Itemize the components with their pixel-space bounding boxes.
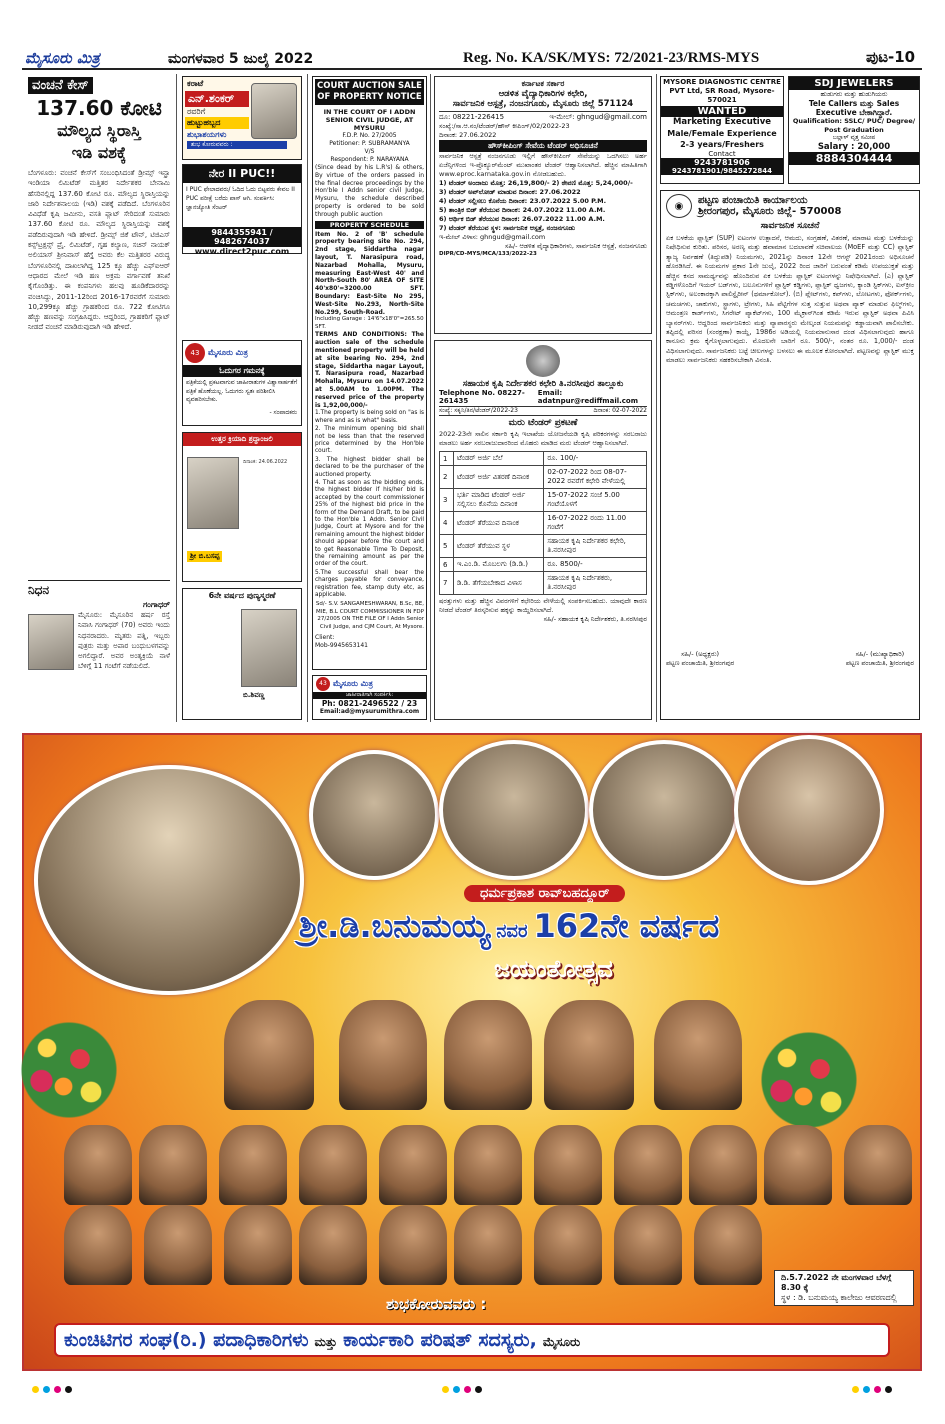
table-cell: 16-07-2022 ರಂದು 11.00 ಗಂಟೆಗೆ — [544, 512, 647, 535]
ad-karate-name: ಎನ್.ಶಂಕರ್ — [185, 91, 249, 107]
ad-puc-head: ನೇರ II PUC!! — [183, 165, 301, 183]
tender1-org: ಕರ್ನಾಟಕ ಸರ್ಕಾರ — [521, 79, 565, 88]
tender1-email2: ಇ-ಮೇಲ್ ವಿಳಾಸ: ghngud@gmail.com — [439, 233, 546, 241]
auction-point: 4. That as soon as the bidding ends, the highest bidder if his/her bid is accepted by the court commissioner 25% of the highest bid price in the form of the Demand Draft, to be paid to the Hon'ble 1 Addn. Senior Civil Judge, Court at Mysore and for the remaining amount the highest bidder should appear before the court and to get Reasonable Time To Deposit, the remaining amount as per the order of the court. — [315, 479, 424, 568]
person-photo — [444, 1000, 532, 1110]
table-row — [440, 572, 647, 595]
banner-title — [299, 907, 719, 946]
notice-sign: - ಸಂಪಾದಕರು — [269, 409, 297, 416]
obituary — [28, 580, 170, 718]
auction-respondent: Respondent: P. NARAYANA — [330, 156, 409, 163]
person-photo — [844, 1125, 912, 1205]
diag-role2: Male/Female Experience — [667, 129, 777, 138]
tender1-phone: ದೂ: 08221-226415 — [439, 113, 505, 121]
mitra-phone: Ph: 0821-2496522 / 23 — [321, 699, 418, 708]
table-cell: ಸಹಾಯಕ ಕೃಷಿ ನಿರ್ದೇಶಕರು, ತಿ.ನರಸೀಪುರ — [544, 572, 647, 595]
table-cell: ಇ.ಎಂ.ಡಿ. ಮೊಬಲಗು (ಡಿ.ಡಿ.) — [454, 558, 544, 572]
person-photo — [139, 1125, 207, 1205]
person-photo — [224, 1000, 314, 1110]
news-article — [28, 74, 170, 586]
tender1-addr: ಸಾರ್ವಜನಿಕ ಆಸ್ಪತ್ರೆ, ನಂಜನಗೂಡು, ಮೈಸೂರು ಜಿಲ್ಲೆ 571124 — [452, 99, 634, 109]
jayanti-banner — [22, 733, 922, 1371]
flower-bouquet-icon — [14, 1015, 124, 1125]
tender1-email: ಇ-ಮೇಲ್: ghngud@gmail.com — [549, 113, 647, 121]
ad-puc-web: www.direct2puc.com — [194, 247, 290, 256]
diag-role1: Marketing Executive — [672, 117, 772, 127]
event-date: ದಿ.5.7.2022 ನೇ ಮಂಗಳವಾರ ಬೆಳಗ್ಗೆ 8.30 ಕ್ಕೆ — [781, 1273, 892, 1292]
court-auction-notice — [312, 76, 427, 670]
table-cell: ರೂ. 100/- — [544, 452, 647, 466]
person-photo — [339, 1000, 427, 1110]
reader-notice — [182, 340, 302, 426]
person-photo — [544, 1000, 634, 1110]
auction-body: (Since dead by his L.R's) & others, By virtue of the orders passed in the final decree proceedings by the Hon'ble I Addn senior civil Judge, Mysuru, the schedule described property is ordered to be sold through public auction — [315, 164, 424, 218]
auction-court: IN THE COURT OF I ADDN SENIOR CIVIL JUDGE, AT MYSURU — [323, 108, 416, 132]
diag-contact: Contact — [708, 150, 736, 158]
table-cell: ಸಹಾಯಕ ಕೃಷಿ ನಿರ್ದೇಶಕರ ಕಛೇರಿ, ತಿ.ನರಸೀಪುರ — [544, 535, 647, 558]
auction-points — [315, 410, 424, 599]
tender2-head: ಮರು ಟೆಂಡರ್ ಪ್ರಕಟಣೆ — [508, 418, 578, 428]
tender2-email: Email: adatnpur@rediffmail.com — [537, 389, 639, 405]
person-photo — [694, 1205, 762, 1285]
tender2-foot: ಷರತ್ತುಗಳು ಮತ್ತು ಹೆಚ್ಚಿನ ವಿವರಗಳಿಗೆ ಕಛೇರಿಯ ವೇಳೆಯಲ್ಲಿ ಸಂಪರ್ಕಿಸಬಹುದು. ಯಾವುದೇ ಕಾರಣ ನೀಡದೆ ಟೆಂಡರ್ ತಿರಸ್ಕರಿಸುವ ಹಕ್ಕನ್ನು ಕಾಯ್ದಿರಿಸಲಾಗಿದೆ. — [439, 597, 647, 614]
schedule-garage: Including Garage : 14'6"x18'0"=265.50 SFT. — [315, 316, 424, 330]
table-cell: 2 — [440, 466, 454, 489]
ad-karate-wish: ಶುಭಾಶಯಗಳು — [187, 130, 227, 139]
panchayat-sign2: ಸಹಿ/- (ಮುಖ್ಯಾಧಿಕಾರಿ) — [855, 650, 905, 658]
tender1-item: 6) ಆರ್ಥಿಕ ಬಿಡ್ ತೆರೆಯುವ ದಿನಾಂಕ: 26.07.2022 11.00 A.M. — [439, 215, 605, 223]
tender1-head: ಹೌಸ್‌ಕೀಪಿಂಗ್ ಸೇವೆಯ ಟೆಂಡರ್ ಅಧಿಸೂಚನೆ — [439, 140, 647, 152]
table-cell: 7 — [440, 572, 454, 595]
obituary-body: ಮೈಸೂರು: ಮೈಸೂರಿನ ಹರ್ಷ ರಸ್ತೆ ನಿವಾಸಿ ಗಂಗಾಧರ್ (70) ಅವರು ಇಂದು ನಿಧನರಾದರು. ಮೃತರು ಪತ್ನಿ, ಇಬ್ಬರು ಪುತ್ರರು ಮತ್ತು ಅಪಾರ ಬಂಧುಬಳಗವನ್ನು ಅಗಲಿದ್ದಾರೆ. ಅವರ ಅಂತ್ಯಕ್ರಿಯೆ ನಾಳೆ ಬೆಳಿಗ್ಗೆ 11 ಗಂಟೆಗೆ ನಡೆಯಲಿದೆ. — [78, 611, 170, 671]
ad-tribute — [182, 432, 302, 582]
header-date: ಮಂಗಳವಾರ 5 ಜುಲೈ 2022 — [168, 51, 314, 67]
table-row — [440, 512, 647, 535]
registration-marks — [850, 1378, 894, 1397]
tender2-body: 2022-23ನೇ ಸಾಲಿನ ಸರ್ಕಾರಿ ಕೃಷಿ ಇಲಾಖೆಯ ಯೋಜನೆಯಡಿ ಕೃಷಿ ಪರಿಕರಗಳನ್ನು ಸರಬರಾಜು ಮಾಡಲು ಅರ್ಹ ಸರಬರಾಜುದಾರರಿಂದ ಮೊಹರು ಮಾಡಿದ ಮರು ಟೆಂಡರ್ ಆಹ್ವಾನಿಸಲಾಗಿದೆ. — [439, 430, 647, 447]
tender1-office: ಆಡಳಿತ ವೈದ್ಯಾಧಿಕಾರಿಗಳ ಕಛೇರಿ, — [498, 89, 588, 99]
ad-direct-puc — [182, 164, 302, 254]
obituary-photo — [28, 614, 74, 670]
banner-jayanti: ಜಯಂತೋತ್ಸವ — [494, 955, 613, 983]
banner-sub: ಧರ್ಮಪ್ರಕಾಶ ರಾವ್‌ಬಹದ್ದೂರ್ — [464, 885, 625, 902]
person-photo — [454, 1205, 522, 1285]
sdj-role: Tele Callers ಮತ್ತು Sales Executive ಬೇಕಾಗಿದ್ದಾರೆ. — [808, 99, 900, 117]
mitra-logo: ಮೈಸೂರು ಮಿತ್ರ — [333, 679, 373, 688]
diag-phone1: 9243781906 — [661, 158, 783, 167]
page-number: ಪುಟ-10 — [866, 48, 916, 66]
article-headline-3: ಇಡಿ ವಶಕ್ಕೆ — [71, 143, 127, 162]
table-cell: 3 — [440, 489, 454, 512]
sdj-salary: Salary : 20,000 — [817, 142, 891, 152]
tender2-date: ದಿನಾಂಕ: 02-07-2022 — [593, 407, 647, 414]
table-cell: ಭರ್ತಿ ಮಾಡಿದ ಟೆಂಡರ್ ಅರ್ಜಿ ಸಲ್ಲಿಸಲು ಕೊನೆಯ ದಿನಾಂಕ — [454, 489, 544, 512]
tender1-item: 7) ಟೆಂಡರ್ ತೆರೆಯುವ ಸ್ಥಳ: ಸಾರ್ವಜನಿಕ ಆಸ್ಪತ್ರೆ, ನಂಜನಗೂಡು — [439, 224, 576, 232]
ad-karate-head: ಕರಾಟೆ — [187, 79, 204, 88]
auction-client: Client: — [315, 634, 335, 642]
table-cell: 4 — [440, 512, 454, 535]
public-notice-plastic-ban — [660, 190, 920, 720]
person-photo — [764, 1125, 832, 1205]
tribute-name: ಶ್ರೀ ಬಿ.ಬಸಪ್ಪ — [187, 551, 222, 562]
tender1-item: 3) ಟೆಂಡರ್ ಅಪ್‌ಲೋಡ್ ಮಾಡುವ ದಿನಾಂಕ: 27.06.2022 — [439, 188, 581, 196]
column-divider — [307, 74, 308, 722]
sdj-name: SDJ JEWELERS — [789, 77, 919, 90]
ad-karate-photo — [251, 83, 297, 139]
punyasmarane-head: 6ನೇ ವರ್ಷದ ಪುಣ್ಯಸ್ಮರಣೆ — [208, 591, 276, 600]
person-photo — [454, 1125, 522, 1205]
tribute-photo — [187, 457, 239, 529]
founder-portrait — [34, 765, 304, 995]
column-divider — [656, 74, 657, 722]
org-b: ಮತ್ತು — [314, 1335, 338, 1349]
schedule-head: PROPERTY SCHEDULE — [315, 221, 424, 229]
portrait-5 — [734, 735, 884, 885]
flower-bouquet-icon — [754, 1025, 864, 1135]
table-cell: 6 — [440, 558, 454, 572]
registration-marks — [30, 1378, 74, 1397]
punyasmarane-photo — [241, 609, 297, 687]
govt-emblem-icon — [526, 345, 560, 377]
obituary-head: ನಿಧನ — [28, 583, 50, 597]
table-cell: ಡಿ.ಡಿ. ತೆಗೆಯಬೇಕಾದ ವಿಳಾಸ — [454, 572, 544, 595]
ad-diagnostic-wanted — [660, 76, 784, 184]
panchayat-sign1b: ಪಟ್ಟಣ ಪಂಚಾಯಿತಿ, ಶ್ರೀರಂಗಪುರ — [666, 659, 735, 667]
sdj-phone: 8884304444 — [789, 152, 919, 165]
tender2-phone: Telephone No. 08227-261435 — [439, 389, 525, 405]
sdj-sub: ಹುಡುಗರು ಮತ್ತು ಹುಡುಗಿಯರು — [820, 90, 888, 98]
tender1-item: 4) ಟೆಂಡರ್ ಸಲ್ಲಿಸಲು ಕೊನೆಯ ದಿನಾಂಕ: 23.07.2022 5.00 P.M. — [439, 197, 607, 205]
person-photo — [64, 1205, 132, 1285]
table-row — [440, 558, 647, 572]
banner-title-b: ನವರ — [496, 921, 528, 942]
logo-43-icon: 43 — [316, 677, 330, 691]
person-photo — [299, 1125, 367, 1205]
diag-role3: 2-3 years/Freshers — [680, 140, 764, 149]
tribute-date: ದಿನಾಂಕ: 24.06.2022 — [243, 459, 288, 465]
tender1-ref: ಸಂಖ್ಯೆ:/ಸಾ.ಆ.ನಂ/ಟೆಂಡರ್/ಹೌಸ್‌ ಕೀಪಿಂಗ್/02/2022-23 — [439, 122, 570, 130]
person-photo — [379, 1125, 447, 1205]
tender2-office: ಸಹಾಯಕ ಕೃಷಿ ನಿರ್ದೇಶಕರ ಕಛೇರಿ ತಿ.ನರಸೀಪುರ ತಾಲ್ಲೂಕು — [462, 379, 624, 389]
person-photo — [144, 1205, 212, 1285]
banner-wish: ಶುಭಕೋರುವವರು : — [386, 1295, 487, 1313]
tender1-dipr: DIPR/CD-MYS/MCA/133/2022-23 — [439, 251, 537, 257]
panchayat-sign1: ಸಹಿ/- (ಅಧ್ಯಕ್ಷರು) — [681, 650, 720, 658]
header-reg: Reg. No. KA/SK/MYS: 72/2021-23/RMS-MYS — [463, 50, 760, 66]
table-row — [440, 489, 647, 512]
tender-housekeeping — [434, 76, 652, 334]
portrait-4 — [589, 740, 739, 880]
event-venue: ಸ್ಥಳ : ಡಿ. ಬನುಮಯ್ಯ ಕಾಲೇಜು ಆವರಣದಲ್ಲಿ — [781, 1293, 897, 1302]
tender-agriculture — [434, 340, 652, 720]
person-photo — [614, 1205, 682, 1285]
tender1-sign: ಸಹಿ/- ಆಡಳಿತ ವೈದ್ಯಾಧಿಕಾರಿಗಳು, ಸಾರ್ವಜನಿಕ ಆಸ್ಪತ್ರೆ, ನಂಜನಗೂಡು — [505, 242, 647, 250]
panchayat-head: ಸಾರ್ವಜನಿಕ ಸೂಚನೆ — [760, 221, 820, 231]
table-cell: 15-07-2022 ಸಂಜೆ 5.00 ಗಂಟೆಯೊಳಗೆ — [544, 489, 647, 512]
mitra-sub: ಜಾಹೀರಾತಿಗಾಗಿ ಸಂಪರ್ಕಿಸಿ: — [313, 692, 426, 699]
panchayat-sign2b: ಪಟ್ಟಣ ಪಂಚಾಯಿತಿ, ಶ್ರೀರಂಗಪುರ — [845, 659, 914, 667]
auction-mob: Mob-9945653141 — [315, 641, 368, 649]
table-cell: ಟೆಂಡರ್ ತೆರೆಯುವ ದಿನಾಂಕ — [454, 512, 544, 535]
auction-petitioner: Petitioner: P. SUBRAMANYA — [329, 140, 410, 147]
table-cell: 02-07-2022 ರಿಂದ 08-07-2022 ರವರೆಗೆ ಕಛೇರಿ ವೇಳೆಯಲ್ಲಿ — [544, 466, 647, 489]
table-cell: ರೂ. 8500/- — [544, 558, 647, 572]
tender1-items — [439, 179, 647, 233]
panchayat-place: ಶ್ರೀರಂಗಪುರ, ಮೈಸೂರು ಜಿಲ್ಲೆ- 570008 — [698, 206, 842, 217]
event-info — [774, 1270, 914, 1306]
auction-terms: TERMS AND CONDITIONS: The auction sale of the schedule mentioned property will be held at site bearing No. 294, 2nd stage, Siddartha nagar Layout, T. Narasipura road, Nazarbad Mohalla, Mysuru on 14.07.2022 at 5.00AM to 1.00PM. The reserved price of the property is 1,92,00,000/- — [315, 331, 424, 409]
ad-karate-birthday — [182, 76, 302, 160]
column-divider — [176, 74, 177, 722]
org-d: ಮೈಸೂರು — [542, 1335, 581, 1349]
table-row — [440, 452, 647, 466]
table-cell: ಟೆಂಡರ್ ಅರ್ಜಿ ವಿತರಣೆ ದಿನಾಂಕ — [454, 466, 544, 489]
ad-puc-body: I PUC ಫೇಲಾದವರು/ ಓದಿದ ಓದು ಬಿಟ್ಟವರು ಕೇವಲ II PUC ಪರೀಕ್ಷೆ ಬರೆದು ಪಾಸ್ ಆಗಿ. ಸಂಪರ್ಕಿಸಿ: ಜ್ಞಾನಜ್ಯೋತಿ ಸೆಂಟರ್ — [186, 186, 295, 211]
person-photo — [219, 1125, 287, 1205]
tender2-table — [439, 451, 647, 595]
tender2-sign: ಸಹಿ/- ಸಹಾಯಕ ಕೃಷಿ ನಿರ್ದೇಶಕರು, ತಿ.ನರಸೀಪುರ — [543, 615, 647, 623]
sdj-qual: Qualification: SSLC/ PUC/ Degree/ Post Graduation — [792, 117, 916, 134]
table-cell: ಟೆಂಡರ್ ತೆರೆಯುವ ಸ್ಥಳ — [454, 535, 544, 558]
banner-title-c: 162ನೇ ವರ್ಷದ — [533, 907, 720, 945]
article-headline-1: 137.60 ಕೋಟಿ — [36, 96, 162, 120]
portrait-3 — [439, 740, 589, 880]
person-photo — [689, 1125, 757, 1205]
tender1-body: ಸಾರ್ವಜನಿಕ ಆಸ್ಪತ್ರೆ ನಂಜನಗೂಡು ಇಲ್ಲಿಗೆ ಹೌಸ್‌ಕೀಪಿಂಗ್ ಸೇವೆಯನ್ನು ಒದಗಿಸಲು ಅರ್ಹ ಏಜೆನ್ಸಿಗಳಿಂದ ಇ-ಪ್ರೊಕ್ಯೂರ್‌ಮೆಂಟ್ ಮುಖಾಂತರ ಟೆಂಡರ್ ಆಹ್ವಾನಿಸಲಾಗಿದೆ. ಹೆಚ್ಚಿನ ಮಾಹಿತಿಗಾಗಿ www.eproc.karnataka.gov.in ನೋಡಬಹುದು. — [439, 152, 647, 178]
panchayat-body: ಏಕ ಬಳಕೆಯ ಪ್ಲಾಸ್ಟಿಕ್ (SUP) ಐಟಂಗಳ ಉತ್ಪಾದನೆ, ಆಮದು, ಸಂಗ್ರಹಣೆ, ವಿತರಣೆ, ಮಾರಾಟ ಮತ್ತು ಬಳಕೆಯನ್ನು ನಿಷೇಧಿಸುವ ಕುರಿತು. ಪರಿಸರ, ಅರಣ್ಯ ಮತ್ತು ಹವಾಮಾನ ಬದಲಾವಣೆ ಸಚಿವಾಲಯ (MoEF ಮತ್ತು CC) ಪ್ಲಾಸ್ಟಿಕ್ ತ್ಯಾಜ್ಯ ನಿರ್ವಹಣೆ (ತಿದ್ದುಪಡಿ) ನಿಯಮಗಳು, 2021ನ್ನು ದಿನಾಂಕ 12ನೇ ಆಗಸ್ಟ್ 2021ರಂದು ಅಧಿಸೂಚನೆ ಹೊರಡಿಸಿದೆ. ಈ ನಿಯಮಗಳ ಪ್ರಕಾರ 1ನೇ ಜುಲೈ, 2022 ರಿಂದ ಜಾರಿಗೆ ಬರುವಂತೆ ಕಡಿಮೆ ಉಪಯುಕ್ತತೆ ಮತ್ತು ಹೆಚ್ಚಿನ ಕಸದ ಸಾಮರ್ಥ್ಯವನ್ನು ಹೊಂದಿರುವ ಏಕ ಬಳಕೆಯ ಪ್ಲಾಸ್ಟಿಕ್ ಐಟಂಗಳನ್ನು ನಿಷೇಧಿಸಲಾಗಿದೆ. (ಎ) ಪ್ಲಾಸ್ಟಿಕ್ ಕಡ್ಡಿಗಳೊಂದಿಗೆ ಇಯರ್ ಬಡ್‌ಗಳು, ಬಲೂನುಗಳಿಗೆ ಪ್ಲಾಸ್ಟಿಕ್ ಕಡ್ಡಿಗಳು, ಪ್ಲಾಸ್ಟಿಕ್ ಧ್ವಜಗಳು, ಕ್ಯಾಂಡಿ ಸ್ಟಿಕ್‌ಗಳು, ಐಸ್‌ಕ್ರೀಂ ಸ್ಟಿಕ್‌ಗಳು, ಅಲಂಕಾರಕ್ಕಾಗಿ ಪಾಲಿಸ್ಟೈರೀನ್ (ಥರ್ಮಾಕೋಲ್). (ಬಿ) ಪ್ಲೇಟ್‌ಗಳು, ಕಪ್‌ಗಳು, ಲೋಟಗಳು, ಫೋರ್ಕ್‌ಗಳು, ಚಮಚಗಳು, ಚಾಕುಗಳು, ಸ್ಟ್ರಾಗಳು, ಟ್ರೇಗಳು, ಸಿಹಿ ಪೆಟ್ಟಿಗೆಗಳ ಸುತ್ತ ಸುತ್ತುವ ಅಥವಾ ಪ್ಯಾಕ್ ಮಾಡುವ ಫಿಲ್ಮ್‌ಗಳು, ಆಮಂತ್ರಣ ಕಾರ್ಡ್‌ಗಳು, ಸಿಗರೇಟ್ ಪ್ಯಾಕೆಟ್‌ಗಳು, 100 ಮೈಕ್ರಾನ್‌ಗಿಂತ ಕಡಿಮೆ ಇರುವ ಪ್ಲಾಸ್ಟಿಕ್ ಅಥವಾ ಪಿವಿಸಿ ಬ್ಯಾನರ್‌ಗಳು. ಆದ್ದರಿಂದ ಸಾರ್ವಜನಿಕರು ಮತ್ತು ವ್ಯಾಪಾರಸ್ಥರು ಮೇಲ್ಕಂಡ ನಿಯಮವನ್ನು ಕಡ್ಡಾಯವಾಗಿ ಪಾಲಿಸಬೇಕು. ತಪ್ಪಿದಲ್ಲಿ ಪರಿಸರ (ಸಂರಕ್ಷಣಾ) ಕಾಯ್ದೆ, 1986ರ ಅಡಿಯಲ್ಲಿ ನಿಯಮಾನುಸಾರ ದಂಡ ವಿಧಿಸಲಾಗುವುದು ಹಾಗೂ ಕಾನೂನು ಕ್ರಮ ಕೈಗೊಳ್ಳಲಾಗುವುದು. ಮೊದಲನೇ ಬಾರಿಗೆ ರೂ. 500/-, ನಂತರ ರೂ. 1,000/- ದಂಡ ವಿಧಿಸಲಾಗುವುದು. ಸಾರ್ವಜನಿಕರು ಬಟ್ಟೆ ಚೀಲಗಳನ್ನು ಬಳಸಲು ಈ ಮೂಲಕ ಕೋರಲಾಗಿದೆ. ಪಟ್ಟಣವನ್ನು ಪ್ಲಾಸ್ಟಿಕ್ ಮುಕ್ತ ಮಾಡಲು ಸಾರ್ವಜನಿಕರು ಸಹಕರಿಸಬೇಕಾಗಿ ವಿನಂತಿ. — [666, 234, 914, 365]
table-row — [440, 535, 647, 558]
auction-point: 1.The property is being sold on "as is where and as is what" basis. — [315, 410, 424, 424]
auction-vs: V/S — [364, 148, 375, 155]
person-photo — [534, 1125, 602, 1205]
ad-karate-bday: ಹುಟ್ಟುಹಬ್ಬದ — [185, 117, 249, 129]
ad-karate-from: ಶುಭ ಕೋರುವವರು : — [187, 141, 287, 149]
auction-fdp: F.D.P. No. 27/2005 — [342, 132, 397, 139]
auction-point: 2. The minimum opening bid shall not be less than that the reserved price determined by the Hon'ble court. — [315, 426, 424, 455]
punyasmarane-name: ಬಿ.ಶಿವಣ್ಣ — [243, 691, 265, 699]
table-cell: ಟೆಂಡರ್ ಅರ್ಜಿ ಬೆಲೆ — [454, 452, 544, 466]
schedule-body: Item No. 2 of 'B' schedule property bearing site No. 294, 2nd stage, Siddartha nagar layout, T. Narasipura road, Nazarbad Mohalla, Mysuru, measuring East-West 40' and North-South 80' AREA OF SITE 40'x80'=3200.00 SFT. Boundary: East-Site No 295, West-Site No.293, North-Site No.299, South-Road. — [315, 230, 424, 316]
org-c: ಕಾರ್ಯಕಾರಿ ಪರಿಷತ್ ಸದಸ್ಯರು, — [343, 1329, 537, 1351]
ad-puc-phone: 9844355941 / 9482674037 — [183, 227, 301, 247]
registration-marks — [440, 1378, 484, 1397]
ad-mitra-contact — [312, 675, 427, 720]
person-photo — [299, 1205, 367, 1285]
auction-point: 5.The successful shall bear the charges payable for conveyance, registration fee, stamp duty etc, as applicable. — [315, 569, 424, 599]
sdj-loc: ಬಲ್ಲಾಳ್ ವೃತ್ತ ಸಮೀಪ — [832, 134, 876, 141]
diag-name: MYSORE DIAGNOSTIC CENTRE PVT Ltd, SR Road, Mysore-570021 — [663, 78, 781, 104]
tribute-head: ಉತ್ತರ ಕ್ರಿಯಾದಿ ಶ್ರದ್ಧಾಂಜಲಿ — [183, 433, 301, 446]
notice-masthead: ಮೈಸೂರು ಮಿತ್ರ — [208, 348, 248, 357]
notice-body: ಪತ್ರಿಕೆಯಲ್ಲಿ ಪ್ರಕಟವಾಗುವ ಜಾಹೀರಾತುಗಳ ವಿಶ್ವಾಸಾರ್ಹತೆಗೆ ಪತ್ರಿಕೆ ಹೊಣೆಯಲ್ಲ. ಓದುಗರು ಸ್ವತಃ ಪರಿಶೀಲಿಸಿ ವ್ಯವಹರಿಸಬೇಕು. — [186, 379, 298, 403]
person-photo — [379, 1205, 447, 1285]
article-headline-2: ಮೌಲ್ಯದ ಸ್ಥಿರಾಸ್ತಿ — [57, 121, 141, 140]
tender2-ref: ಸಂಖ್ಯೆ: ಸಕೃನಿ/ತಿನ/ಟೆಂಡರ್/2022-23 — [439, 407, 518, 414]
portrait-2 — [309, 750, 439, 880]
ad-karate-line: ರವರಿಗೆ — [187, 107, 206, 116]
diag-wanted: WANTED — [661, 106, 783, 117]
obituary-name: ಗಂಗಾಧರ್ — [142, 600, 170, 609]
tribute-text — [243, 459, 299, 466]
column-divider — [430, 74, 431, 722]
masthead: ಮೈಸೂರು ಮಿತ್ರ — [25, 49, 100, 67]
auction-title: COURT AUCTION SALE OF PROPERTY NOTICE — [315, 79, 424, 105]
person-photo — [534, 1205, 602, 1285]
diag-phone2: 9243781901/9845272844 — [661, 167, 783, 175]
table-row — [440, 466, 647, 489]
mitra-email: Email:ad@mysurumithra.com — [319, 708, 420, 715]
table-cell: 5 — [440, 535, 454, 558]
article-body: ಬೆಂಗಳೂರು: ವಂಚನೆ ಕೇಸ್‌ಗೆ ಸಂಬಂಧಿಸಿದಂತೆ ಡ್ರೀಮ್ಸ್ ಇನ್ಫ್ರಾ ಇಂಡಿಯಾ ಲಿಮಿಟೆಡ್ ಮತ್ತಿತರ ನಿರ್ದೇಶಕರ ಬೇನಾಮಿ ಹೆಸರಿನಲ್ಲಿದ್ದ 137.60 ಕೋಟಿ ರೂ. ಮೌಲ್ಯದ ಸ್ಥಿರಾಸ್ತಿಯನ್ನು ಜಾರಿ ನಿರ್ದೇಶನಾಲಯ (ಇಡಿ) ವಶಕ್ಕೆ ಪಡೆದಿದೆ. ಬೆಂಗಳೂರಿನ ವಿವಿಧೆಡೆ ಕೃಷಿ ಜಮೀನು, ವಸತಿ ಪ್ಲಾಟ್ ಸೇರಿದಂತೆ ಸುಮಾರು 137.60 ಕೋಟಿ ರೂ. ಮೌಲ್ಯದ ಸ್ಥಿರಾಸ್ತಿಯನ್ನು ವಶಕ್ಕೆ ಪಡೆದಿರುವುದಾಗಿ ಇಡಿ ಹೇಳಿದೆ. ಡ್ರೀಮ್ಸ್ ಜಿಕೆ ಟೌನ್, ಟಿಜಿಎಸ್ ಕನ್ಸ್‌ಟ್ರಕ್ಷನ್ಸ್ ಪ್ರೈ. ಲಿಮಿಟೆಡ್, ಗೃಹ ಕಲ್ಯಾಣ, ಸಚಿನ್ ನಾಯಕ್ ಅಲಿಯಾಸ್ ಶ್ರೀನಿವಾಸ್ ಹೆಗ್ಡೆ ಅವರು ಕೆಲ ಮತ್ತಿತರರ ವಿರುದ್ಧ ಬೆಂಗಳೂರಿನಲ್ಲಿ ದಾಖಲಾಗಿದ್ದ 125 ಕ್ಕೂ ಹೆಚ್ಚು ಎಫ್‌ಐಆರ್ ಆಧಾರದ ಮೇಲೆ ಇಡಿ ಹಣ ಅಕ್ರಮ ವರ್ಗಾವಣೆ ತನಿಖೆ ಕೈಗೊಂಡಿತ್ತು. ಈ ಕಂಪನಿಗಳು ಹಲವು ಹೂಡಿಕೆದಾರರನ್ನು ವಂಚಿಸಿದ್ದು, 2011-12ರಿಂದ 2016-17ರವರೆಗೆ ಸುಮಾರು 10,299ಕ್ಕೂ ಹೆಚ್ಚು ಗ್ರಾಹಕರಿಂದ ರೂ. 722 ಕೋಟಿಗೂ ಹೆಚ್ಚು ಹಣವನ್ನು ಸಂಗ್ರಹಿಸಿದ್ದರು. ಆದ್ದರಿಂದ, ಗ್ರಾಹಕರಿಗೆ ಫ್ಲಾಟ್ ನೀಡದೆ ವಂಚನೆ ಮಾಡಿರುವುದಾಗಿ ಇಡಿ ಹೇಳಿದೆ. — [28, 169, 170, 332]
person-photo — [224, 1205, 292, 1285]
logo-43-icon: 43 — [185, 343, 205, 363]
tender1-item: 5) ತಾಂತ್ರಿಕ ಬಿಡ್ ತೆರೆಯುವ ದಿನಾಂಕ: 24.07.2022 11.00 A.M. — [439, 206, 606, 214]
panchayat-logo-icon: ◉ — [666, 194, 692, 218]
person-photo — [64, 1125, 132, 1205]
table-cell: 1 — [440, 452, 454, 466]
notice-head: ಓದುಗರ ಗಮನಕ್ಕೆ — [183, 365, 301, 377]
org-a: ಕುಂಚಿಟಿಗರ ಸಂಘ(ರಿ.) ಪದಾಧಿಕಾರಿಗಳು — [64, 1329, 309, 1351]
organiser-strip — [54, 1323, 890, 1357]
tender1-item: 1) ಟೆಂಡರ್ ಅಂದಾಜು ಮೊತ್ತ: 26,19,800/- 2) ಠೇವಣಿ ಮೊತ್ತ: 5,24,000/- — [439, 179, 633, 187]
auction-point: 3. The highest bidder shall be declared to be the purchaser of the auctioned property. — [315, 456, 424, 478]
person-photo — [614, 1125, 682, 1205]
auction-sign: Sd/- S.V. SANGAMESHWARAN, B.Sc, BE, MIE, B.L COURT COMMISSIONER IN FDP 27/2005 ON THE FILE OF I Addn Senior Civil Judge, and CJM Court, At Mysore. — [315, 601, 424, 630]
banner-title-a: ಶ್ರೀ.ಡಿ.ಬನುಮಯ್ಯ — [299, 907, 491, 945]
tender1-date: ದಿನಾಂಕ: 27.06.2022 — [439, 131, 497, 139]
ad-sdj-jewelers — [788, 76, 920, 184]
panchayat-office: ಪಟ್ಟಣ ಪಂಚಾಯಿತಿ ಕಾರ್ಯಾಲಯ — [698, 195, 808, 206]
article-kicker: ವಂಚನೆ ಕೇಸ್ — [28, 77, 93, 94]
person-photo — [654, 1000, 742, 1110]
ad-punyasmarane — [182, 588, 302, 720]
